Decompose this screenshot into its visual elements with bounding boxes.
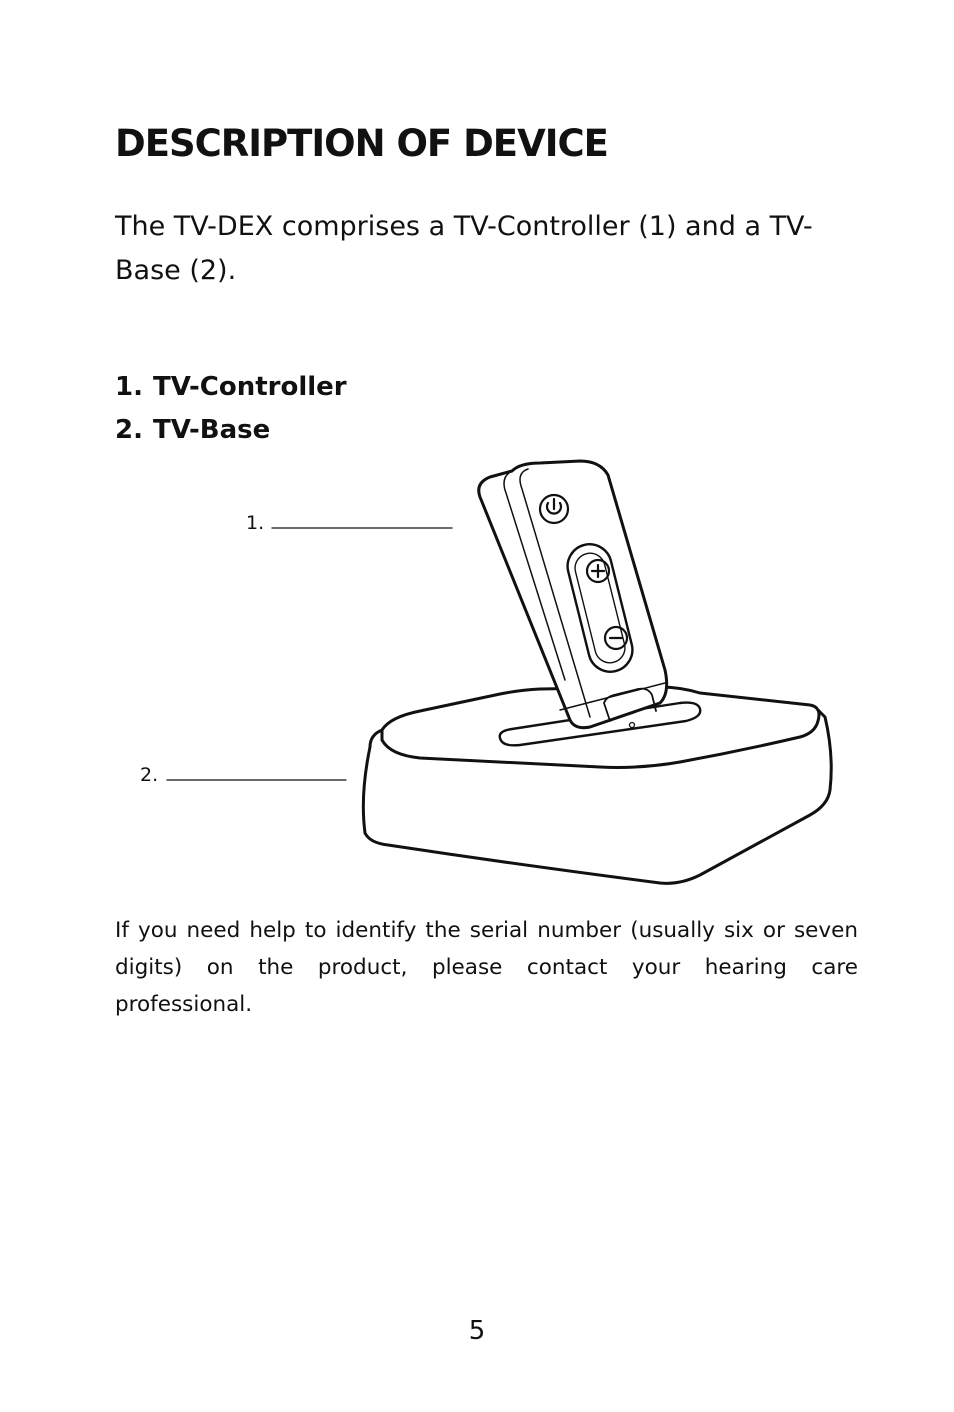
part-number: 1. <box>115 372 143 402</box>
list-item <box>115 409 347 452</box>
page-title: DESCRIPTION OF DEVICE <box>115 122 608 165</box>
part-label-base: TV-Base <box>153 415 271 445</box>
tv-controller <box>479 461 667 728</box>
page-number: 5 <box>468 1316 486 1346</box>
list-item <box>115 366 347 409</box>
callout-label-controller: 1. <box>246 512 265 534</box>
callout-label-base: 2. <box>140 764 159 786</box>
intro-paragraph: The TV-DEX comprises a TV-Controller (1) and a TV-Base (2). <box>115 211 813 286</box>
serial-number-note: If you need help to identify the serial number (usually six or seven digits) on the product, please contact your hearing care professional. <box>115 918 858 1017</box>
part-label-controller: TV-Controller <box>153 372 347 402</box>
part-number: 2. <box>115 415 143 445</box>
device-illustration <box>120 455 840 895</box>
parts-list <box>115 366 347 452</box>
